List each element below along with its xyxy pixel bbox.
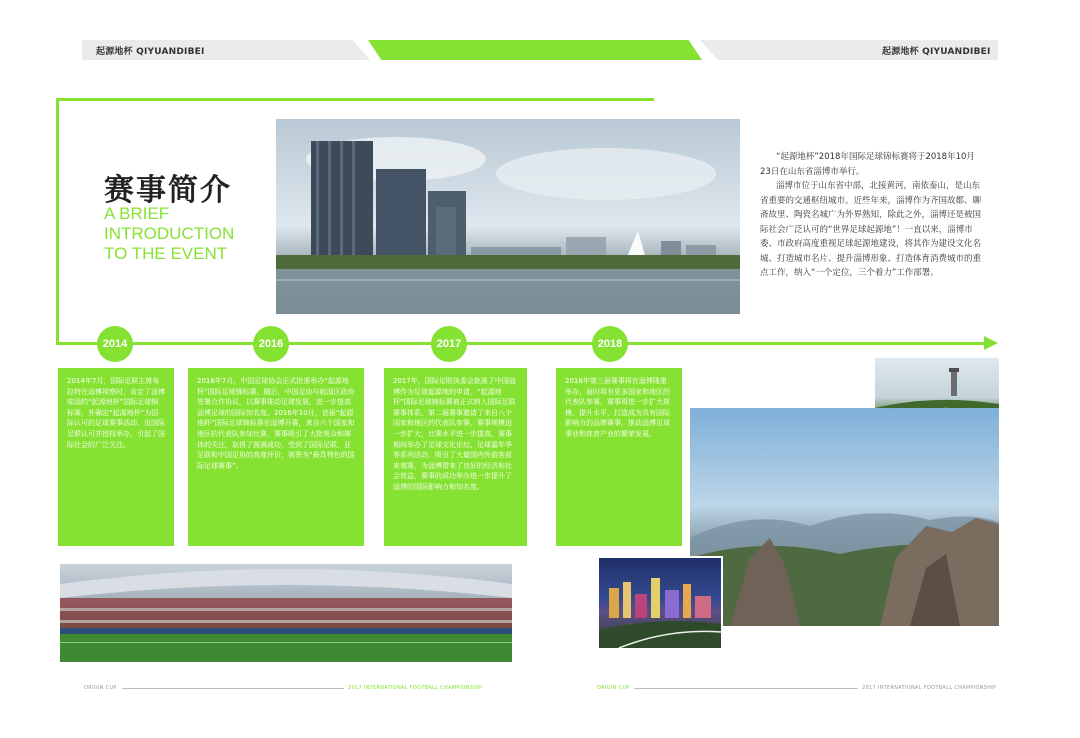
title-en-line-3: TO THE EVENT [104,244,228,263]
intro-paragraph-1: “起源地杯”2018年国际足球锦标赛将于2018年10月23日在山东省淄博市举行。 [760,152,975,177]
footer-right-caption: 2017 INTERNATIONAL FOOTBALL CHAMPIONSHIP [862,685,997,691]
footer-left-rule [122,688,344,689]
year-badge-2018: 2018 [592,326,628,362]
header-band-accent [368,40,702,60]
timeline-arrow-icon [984,336,998,350]
year-badge-2016: 2016 [253,326,289,362]
year-badge-2014: 2014 [97,326,133,362]
title-en-line-1: A BRIEF [104,204,170,223]
section-title-en [104,204,234,264]
frame-left-line [56,98,59,344]
frame-top-line [56,98,654,101]
timeline-line [56,342,986,345]
section-title-cn: 赛事简介 [104,173,232,208]
mountain-illustration [690,408,999,626]
timeline-box-2017: 2017年，国际足联执委会批准了中国淄博作为足球起源地的申请，“起源地杯”国际足球锦标赛被正式纳入国际足联赛事体系。第二届赛事邀请了来自八个国家和地区的代表队参赛，赛事规模进一步扩大，比赛水平进一步提高，赛事期间举办了足球文化论坛、足球嘉年华等系列活动，吸引了大量国内外游客前来观赛，为淄博带来了良好的经济和社会效益，赛事的成功举办进一步提升了淄博的国际影响力和知名度。 [384,368,527,546]
intro-paragraph-2: 淄博市位于山东省中部，北接黄河，南依泰山，是山东省重要的交通枢纽城市。近些年来，淄博作为齐国故都、聊斋故里、陶瓷名城广为外界熟知，除此之外，淄博还是被国际社会广泛认可的“世界足球起源地”！一直以来，淄博市委、市政府高度重视足球起源地建设，将其作为建设文化名城、打造城市名片、提升淄博形象、打造体育消费城市的重点工作，纳入“一个定位，三个着力”工作部署。 [760,181,982,278]
city-skyline-illustration [276,119,740,314]
stadium-illustration [60,564,512,662]
intro-text [760,150,984,281]
city-lake-photo [276,119,740,314]
footer-right-rule [634,688,858,689]
timeline-box-2016: 2016年7月，中国足球协会正式批准举办“起源地杯”国际足球锦标赛。随后，中国足协与临淄区政府签署合作协议，以赛事推动足球发展，进一步提高淄博足球的国际知名度。2016年10月，首届“起源地杯”国际足球锦标赛在淄博开赛，来自六个国家和地区的代表队参加比赛，赛事吸引了大批观众和媒体的关注，取得了圆满成功，受到了国际足联、亚足联和中国足协的高度评价，被誉为“最具特色的国际足球赛事”。 [188,368,364,546]
year-badge-2017: 2017 [431,326,467,362]
header-left-label: 起源地杯 QIYUANDIBEI [96,47,205,57]
footer-right-brand: ORIGIN CUP [597,685,630,691]
header-right-label: 起源地杯 QIYUANDIBEI [882,47,991,57]
timeline-box-2018: 2018年第三届赛事将在淄博隆重举办，届时将有更多国家和地区的代表队参赛，赛事将进一步扩大规模，提升水平，打造成为具有国际影响力的品牌赛事，推动淄博足球事业和体育产业的繁荣发展。 [556,368,682,546]
stadium-photo [60,564,512,662]
title-en-line-2: INTRODUCTION [104,224,235,243]
mountain-photo [690,408,999,626]
night-city-illustration [599,558,721,648]
timeline-box-2014: 2014年7月，国际足联主席布拉特在淄博视察时，肯定了淄博临淄的“起源地杯”国际足球锦标赛，并确定“起源地杯”为国际认可的足球赛事活动，由国际足联认可并授权举办，引起了国际社会的广泛关注。 [58,368,174,546]
footer-left-caption: 2017 INTERNATIONAL FOOTBALL CHAMPIONSHIP [348,685,483,691]
footer-left-brand: ORIGIN CUP [84,685,117,691]
night-city-photo [597,556,723,650]
